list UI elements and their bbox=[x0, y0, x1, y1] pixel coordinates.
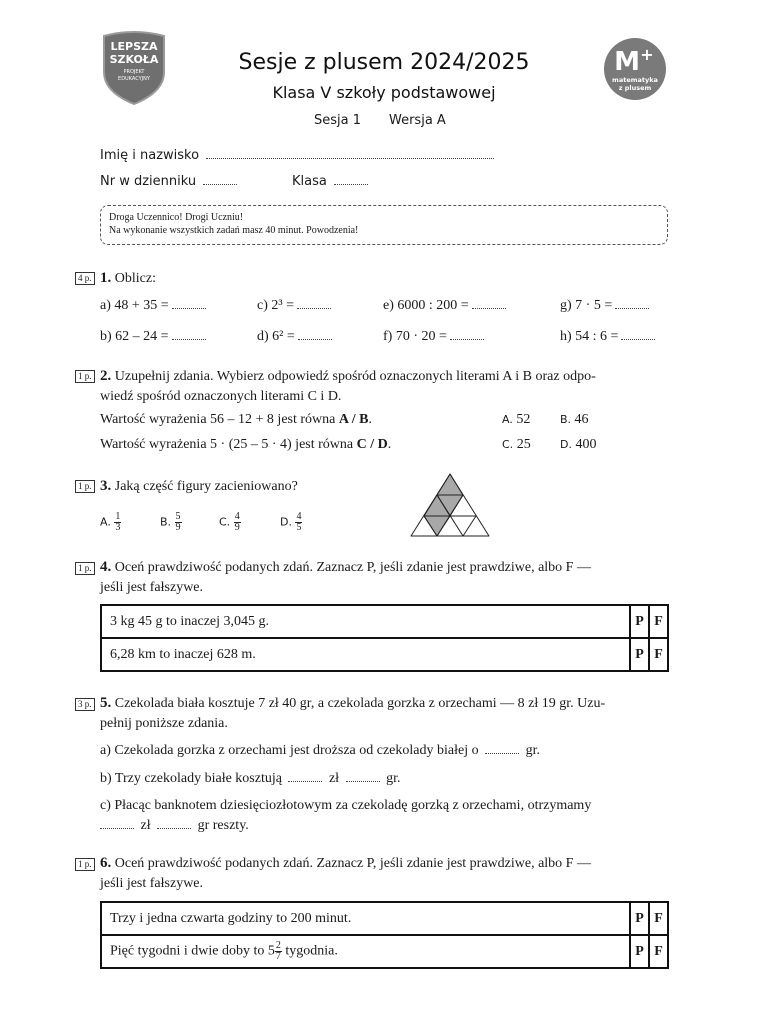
q5-c-zl-unit: zł bbox=[140, 818, 151, 833]
table-row bbox=[101, 902, 668, 935]
logo-text-1: LEPSZA bbox=[110, 40, 158, 53]
q1-item-label: d) bbox=[257, 329, 269, 344]
q1-item-expression: 7 · 5 = bbox=[575, 298, 613, 313]
q2-sentence-2: Wartość wyrażenia 5 · (25 – 5 · 4) jest równa C / D. bbox=[100, 437, 392, 452]
q3-option-fraction: $\frac{5}{9}$ bbox=[175, 511, 181, 533]
plus-icon: + bbox=[640, 45, 654, 64]
q6-points: 1 p. bbox=[75, 858, 95, 871]
session-label: Sesja 1 bbox=[314, 113, 362, 128]
q1-answer-field[interactable] bbox=[172, 296, 206, 309]
q2-sentence-1-text: Wartość wyrażenia 56 – 12 + 8 jest równa bbox=[100, 412, 336, 427]
table-row bbox=[101, 605, 668, 638]
q4-true-1[interactable]: P bbox=[630, 605, 649, 638]
q5-a-unit: gr. bbox=[525, 743, 540, 758]
q1-answer-field[interactable] bbox=[615, 296, 649, 309]
name-field[interactable] bbox=[206, 146, 494, 159]
q5-c-gr-unit: gr reszty. bbox=[197, 818, 249, 833]
q6-statement-2 bbox=[101, 935, 630, 968]
q6-statement-2-end: tygodnia. bbox=[285, 943, 338, 959]
q6-fraction: $\frac{2}{7}$ bbox=[275, 940, 281, 962]
logo-text-3: PROJEKT bbox=[123, 69, 145, 75]
q2-heading bbox=[100, 366, 669, 407]
page-title: Sesje z plusem 2024/2025 bbox=[238, 50, 530, 75]
q1-item-g bbox=[560, 296, 652, 316]
q3-number: 3. bbox=[100, 478, 112, 494]
q6-heading bbox=[100, 853, 669, 894]
q2-choice-ab[interactable]: A / B bbox=[338, 412, 369, 427]
q2-text-2: wiedź spośród oznaczonych literami C i D. bbox=[100, 389, 342, 404]
q1-points: 4 p. bbox=[75, 272, 95, 285]
q1-item-label: c) bbox=[257, 298, 268, 313]
page-subtitle: Klasa V szkoły podstawowej bbox=[272, 83, 496, 102]
table-row bbox=[101, 638, 668, 671]
q1-answer-field[interactable] bbox=[172, 327, 206, 340]
logo-right-text-1: matematyka bbox=[612, 76, 658, 84]
q1-answer-field[interactable] bbox=[450, 327, 484, 340]
q5-a-text: a) Czekolada gorzka z orzechami jest droższa od czekolady białej o bbox=[100, 743, 479, 758]
q1-heading bbox=[100, 268, 156, 289]
number-label: Nr w dzienniku bbox=[100, 174, 197, 189]
q3-option-label: C. bbox=[219, 515, 231, 529]
q1-item-label: g) bbox=[560, 298, 572, 313]
q5-text-1: Czekolada biała kosztuje 7 zł 40 gr, a czekolada gorzka z orzechami — 8 zł 19 gr. Uzu- bbox=[114, 696, 606, 711]
q2-option-c[interactable]: C. 25 bbox=[502, 437, 531, 452]
q5-a-answer-field[interactable] bbox=[485, 741, 519, 754]
q3-points: 1 p. bbox=[75, 480, 95, 493]
intro-line-1: Droga Uczennico! Drogi Uczniu! bbox=[109, 212, 244, 223]
q4-false-2[interactable]: F bbox=[649, 638, 668, 671]
q2-sentence-2-text: Wartość wyrażenia 5 · (25 – 5 · 4) jest równa bbox=[100, 437, 354, 452]
q3-option-fraction: $\frac{4}{9}$ bbox=[234, 511, 240, 533]
q1-answer-field[interactable] bbox=[298, 327, 332, 340]
q1-item-label: a) bbox=[100, 298, 111, 313]
q2-option-b[interactable]: B. 46 bbox=[560, 412, 589, 427]
q2-number: 2. bbox=[100, 368, 112, 384]
q3-option-fraction: $\frac{1}{3}$ bbox=[115, 511, 121, 533]
intro-box bbox=[100, 205, 668, 245]
triangle-bottom-inverted-left bbox=[424, 516, 450, 536]
q5-b-text: b) Trzy czekolady białe kosztują bbox=[100, 771, 282, 786]
intro-line-2: Na wykonanie wszystkich zadań masz 40 minut. Powodzenia! bbox=[109, 225, 359, 236]
q3-option-d[interactable] bbox=[280, 512, 302, 533]
q1-item-expression: 54 : 6 = bbox=[575, 329, 619, 344]
version-label: Wersja A bbox=[389, 113, 446, 128]
q2-option-d[interactable]: D. 400 bbox=[560, 437, 597, 452]
number-row bbox=[100, 172, 240, 189]
q4-false-1[interactable]: F bbox=[649, 605, 668, 638]
q5-c bbox=[100, 796, 669, 836]
q1-item-label: f) bbox=[383, 329, 393, 344]
triangle-top bbox=[437, 474, 463, 495]
q4-statement-1: 3 kg 45 g to inaczej 3,045 g. bbox=[101, 605, 630, 638]
q3-option-fraction: $\frac{4}{5}$ bbox=[296, 511, 302, 533]
q5-a bbox=[100, 741, 540, 761]
q6-false-1[interactable]: F bbox=[649, 902, 668, 935]
name-label: Imię i nazwisko bbox=[100, 148, 200, 163]
q5-b-gr-unit: gr. bbox=[386, 771, 401, 786]
logo-m-text: M bbox=[614, 47, 640, 77]
q4-true-2[interactable]: P bbox=[630, 638, 649, 671]
q1-answer-field[interactable] bbox=[621, 327, 655, 340]
q5-heading bbox=[100, 693, 669, 734]
q6-true-1[interactable]: P bbox=[630, 902, 649, 935]
triangle-figure bbox=[410, 472, 492, 538]
q4-statement-2: 6,28 km to inaczej 628 m. bbox=[101, 638, 630, 671]
q5-number: 5. bbox=[100, 695, 112, 711]
logo-text-4: EDUKACYJNY bbox=[118, 76, 150, 82]
q1-item-e bbox=[383, 296, 509, 316]
q2-text-1: Uzupełnij zdania. Wybierz odpowiedź spośród oznaczonych literami A i B oraz odpo- bbox=[114, 369, 596, 384]
q4-text-1: Oceń prawdziwość podanych zdań. Zaznacz P, jeśli zdanie jest prawdziwe, albo F — bbox=[114, 560, 591, 575]
q1-answer-field[interactable] bbox=[297, 296, 331, 309]
q3-option-b[interactable] bbox=[160, 512, 182, 533]
q1-item-expression: 62 – 24 = bbox=[115, 329, 169, 344]
q1-item-expression: 6000 : 200 = bbox=[397, 298, 469, 313]
q1-item-a bbox=[100, 296, 209, 316]
q1-item-expression: 6² = bbox=[272, 329, 295, 344]
class-label: Klasa bbox=[292, 174, 327, 189]
q5-b-gr-field[interactable] bbox=[346, 769, 380, 782]
q2-choice-cd[interactable]: C / D bbox=[356, 437, 388, 452]
logo-right-text-2: z plusem bbox=[618, 84, 652, 92]
q2-option-a[interactable]: A. 52 bbox=[502, 412, 531, 427]
q1-answer-field[interactable] bbox=[472, 296, 506, 309]
number-field[interactable] bbox=[203, 172, 237, 185]
q1-item-label: b) bbox=[100, 329, 112, 344]
q5-b bbox=[100, 769, 400, 789]
q1-item-expression: 70 · 20 = bbox=[395, 329, 447, 344]
q6-statement-1: Trzy i jedna czwarta godziny to 200 minut. bbox=[101, 902, 630, 935]
q5-c-zl-field[interactable] bbox=[100, 816, 134, 829]
q1-item-b bbox=[100, 327, 209, 347]
q4-table bbox=[100, 604, 669, 672]
q6-table bbox=[100, 901, 669, 969]
class-field[interactable] bbox=[334, 172, 368, 185]
q3-option-label: D. bbox=[280, 515, 292, 529]
q3-option-label: A. bbox=[100, 515, 111, 529]
q3-heading bbox=[100, 476, 298, 497]
q3-option-label: B. bbox=[160, 515, 172, 529]
q2-points: 1 p. bbox=[75, 370, 95, 383]
q3-option-c[interactable] bbox=[219, 512, 241, 533]
class-row bbox=[292, 172, 371, 189]
q6-false-2[interactable]: F bbox=[649, 935, 668, 968]
q1-number: 1. bbox=[100, 270, 112, 286]
q1-item-expression: 2³ = bbox=[271, 298, 294, 313]
q5-points: 3 p. bbox=[75, 698, 95, 711]
q4-number: 4. bbox=[100, 559, 112, 575]
q1-item-label: h) bbox=[560, 329, 572, 344]
q6-statement-2-start: Pięć tygodni i dwie doby to 5 bbox=[110, 943, 275, 959]
q1-item-c bbox=[257, 296, 334, 316]
q5-c-gr-field[interactable] bbox=[157, 816, 191, 829]
q1-item-d bbox=[257, 327, 335, 347]
logo-text-2: SZKOŁA bbox=[109, 53, 159, 66]
q5-text-2: pełnij poniższe zdania. bbox=[100, 716, 228, 731]
q4-heading bbox=[100, 557, 669, 598]
q2-sentence-1: Wartość wyrażenia 56 – 12 + 8 jest równa A / B. bbox=[100, 412, 372, 427]
q4-text-2: jeśli jest fałszywe. bbox=[100, 580, 204, 595]
q3-option-a[interactable] bbox=[100, 512, 121, 533]
q1-item-f bbox=[383, 327, 487, 347]
q5-c-text: c) Płacąc banknotem dziesięciozłotowym za czekoladę gorzką z orzechami, otrzymamy bbox=[100, 798, 592, 813]
q1-item-expression: 48 + 35 = bbox=[114, 298, 169, 313]
q1-item-label: e) bbox=[383, 298, 394, 313]
name-row bbox=[100, 146, 497, 163]
q4-points: 1 p. bbox=[75, 562, 95, 575]
q5-b-zl-unit: zł bbox=[328, 771, 340, 786]
q1-item-h bbox=[560, 327, 658, 347]
q6-number: 6. bbox=[100, 855, 112, 871]
q3-text: Jaką część figury zacieniowano? bbox=[114, 479, 298, 494]
table-row bbox=[101, 935, 668, 968]
q1-text: Oblicz: bbox=[114, 271, 156, 286]
q5-b-zl-field[interactable] bbox=[288, 769, 322, 782]
q6-text-2: jeśli jest fałszywe. bbox=[100, 876, 204, 891]
q6-text-1: Oceń prawdziwość podanych zdań. Zaznacz P, jeśli zdanie jest prawdziwe, albo F — bbox=[114, 856, 591, 871]
q6-true-2[interactable]: P bbox=[630, 935, 649, 968]
